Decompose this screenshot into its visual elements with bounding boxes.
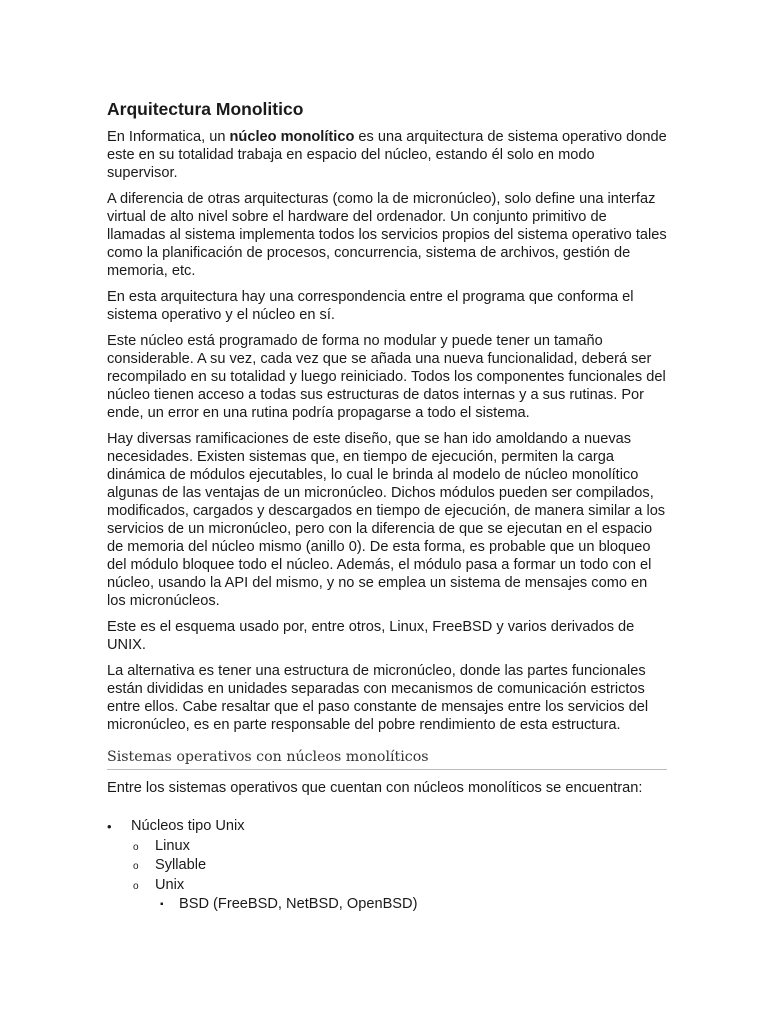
- paragraph-1-before: En Informatica, un: [107, 129, 230, 145]
- paragraph-4: Este núcleo está programado de forma no modular y puede tener un tamaño considerable. A su vez, cada vez que se añada una nueva funcionalidad, deberá ser recompilado en su totalidad y luego reiniciado. Todos los componentes funcionales del núcleo tienen acceso a todas sus estructuras de datos internas y a sus rutinas. Por ende, un error en una rutina podría propagarse a todo el sistema.: [107, 333, 666, 421]
- section-heading: Sistemas operativos con núcleos monolíticos: [107, 748, 667, 770]
- list-item: [107, 895, 667, 915]
- list-item-label: Núcleos tipo Unix: [131, 818, 245, 834]
- paragraph-2: A diferencia de otras arquitecturas (como la de micronúcleo), solo define una interfaz virtual de alto nivel sobre el hardware del ordenador. Un conjunto primitivo de llamadas al sistema implementa todos los servicios propios del sistema operativo tales como la planificación de procesos, concurrencia, sistema de archivos, gestión de memoria, etc.: [107, 191, 667, 279]
- list-item-label: Linux: [155, 837, 190, 854]
- bullet-circle-icon: o: [133, 861, 139, 872]
- bullet-circle-icon: o: [133, 841, 139, 853]
- document-content: [107, 96, 667, 915]
- list-item-label: Unix: [155, 876, 185, 893]
- list-item: [107, 837, 667, 857]
- bullet-circle-icon: o: [133, 880, 139, 892]
- paragraph-1-after: es una arquitectura de sistema operativo donde este en su totalidad trabaja en espacio del núcleo, estando él solo en modo supervisor.: [107, 129, 667, 181]
- bullet-disc-icon: •: [107, 819, 112, 834]
- list-item: [107, 876, 667, 896]
- page-title: Arquitectura Monolitico: [107, 99, 304, 119]
- paragraph-1-bold-term: núcleo monolítico: [229, 129, 355, 145]
- paragraph-3: En esta arquitectura hay una correspondencia entre el programa que conforma el sistema operativo y el núcleo en sí.: [107, 289, 634, 323]
- paragraph-5: Hay diversas ramificaciones de este diseño, que se han ido amoldando a nuevas necesidades. Existen sistemas que, en tiempo de ejecución, permiten la carga dinámica de módulos ejecutables, lo cual le brinda al modelo de núcleo monolítico algunas de las ventajas de un micronúcleo. Dichos módulos pueden ser compilados, modificados, cargados y descargados en tiempo de ejecución, de manera similar a los servicios de un micronúcleo, pero con la diferencia de que se ejecutan en el espacio de memoria del núcleo mismo (anillo 0). De esta forma, es probable que un bloqueo del módulo bloquee todo el núcleo. Además, el módulo pasa a formar un todo con el núcleo, usando la API del mismo, y no se emplea un sistema de mensajes como en los micronúcleos.: [107, 431, 666, 609]
- list-item-label: Syllable: [155, 857, 207, 873]
- os-list: [107, 817, 667, 915]
- paragraph-6: Este es el esquema usado por, entre otros, Linux, FreeBSD y varios derivados de UNIX.: [107, 619, 635, 653]
- list-item: [107, 817, 667, 837]
- list-item-label: BSD (FreeBSD, NetBSD, OpenBSD): [179, 896, 418, 912]
- paragraph-1: [107, 128, 667, 182]
- list-item: [107, 856, 667, 876]
- bullet-square-icon: ▪: [160, 899, 164, 910]
- paragraph-7: La alternativa es tener una estructura de micronúcleo, donde las partes funcionales están divididas en unidades separadas con mecanismos de comunicación estrictos entre ellos. Cabe resaltar que el paso constante de mensajes entre los servicios del micronúcleo, es en parte responsable del pobre rendimiento de esta estructura.: [107, 663, 649, 733]
- section-intro: Entre los sistemas operativos que cuentan con núcleos monolíticos se encuentran:: [107, 780, 643, 796]
